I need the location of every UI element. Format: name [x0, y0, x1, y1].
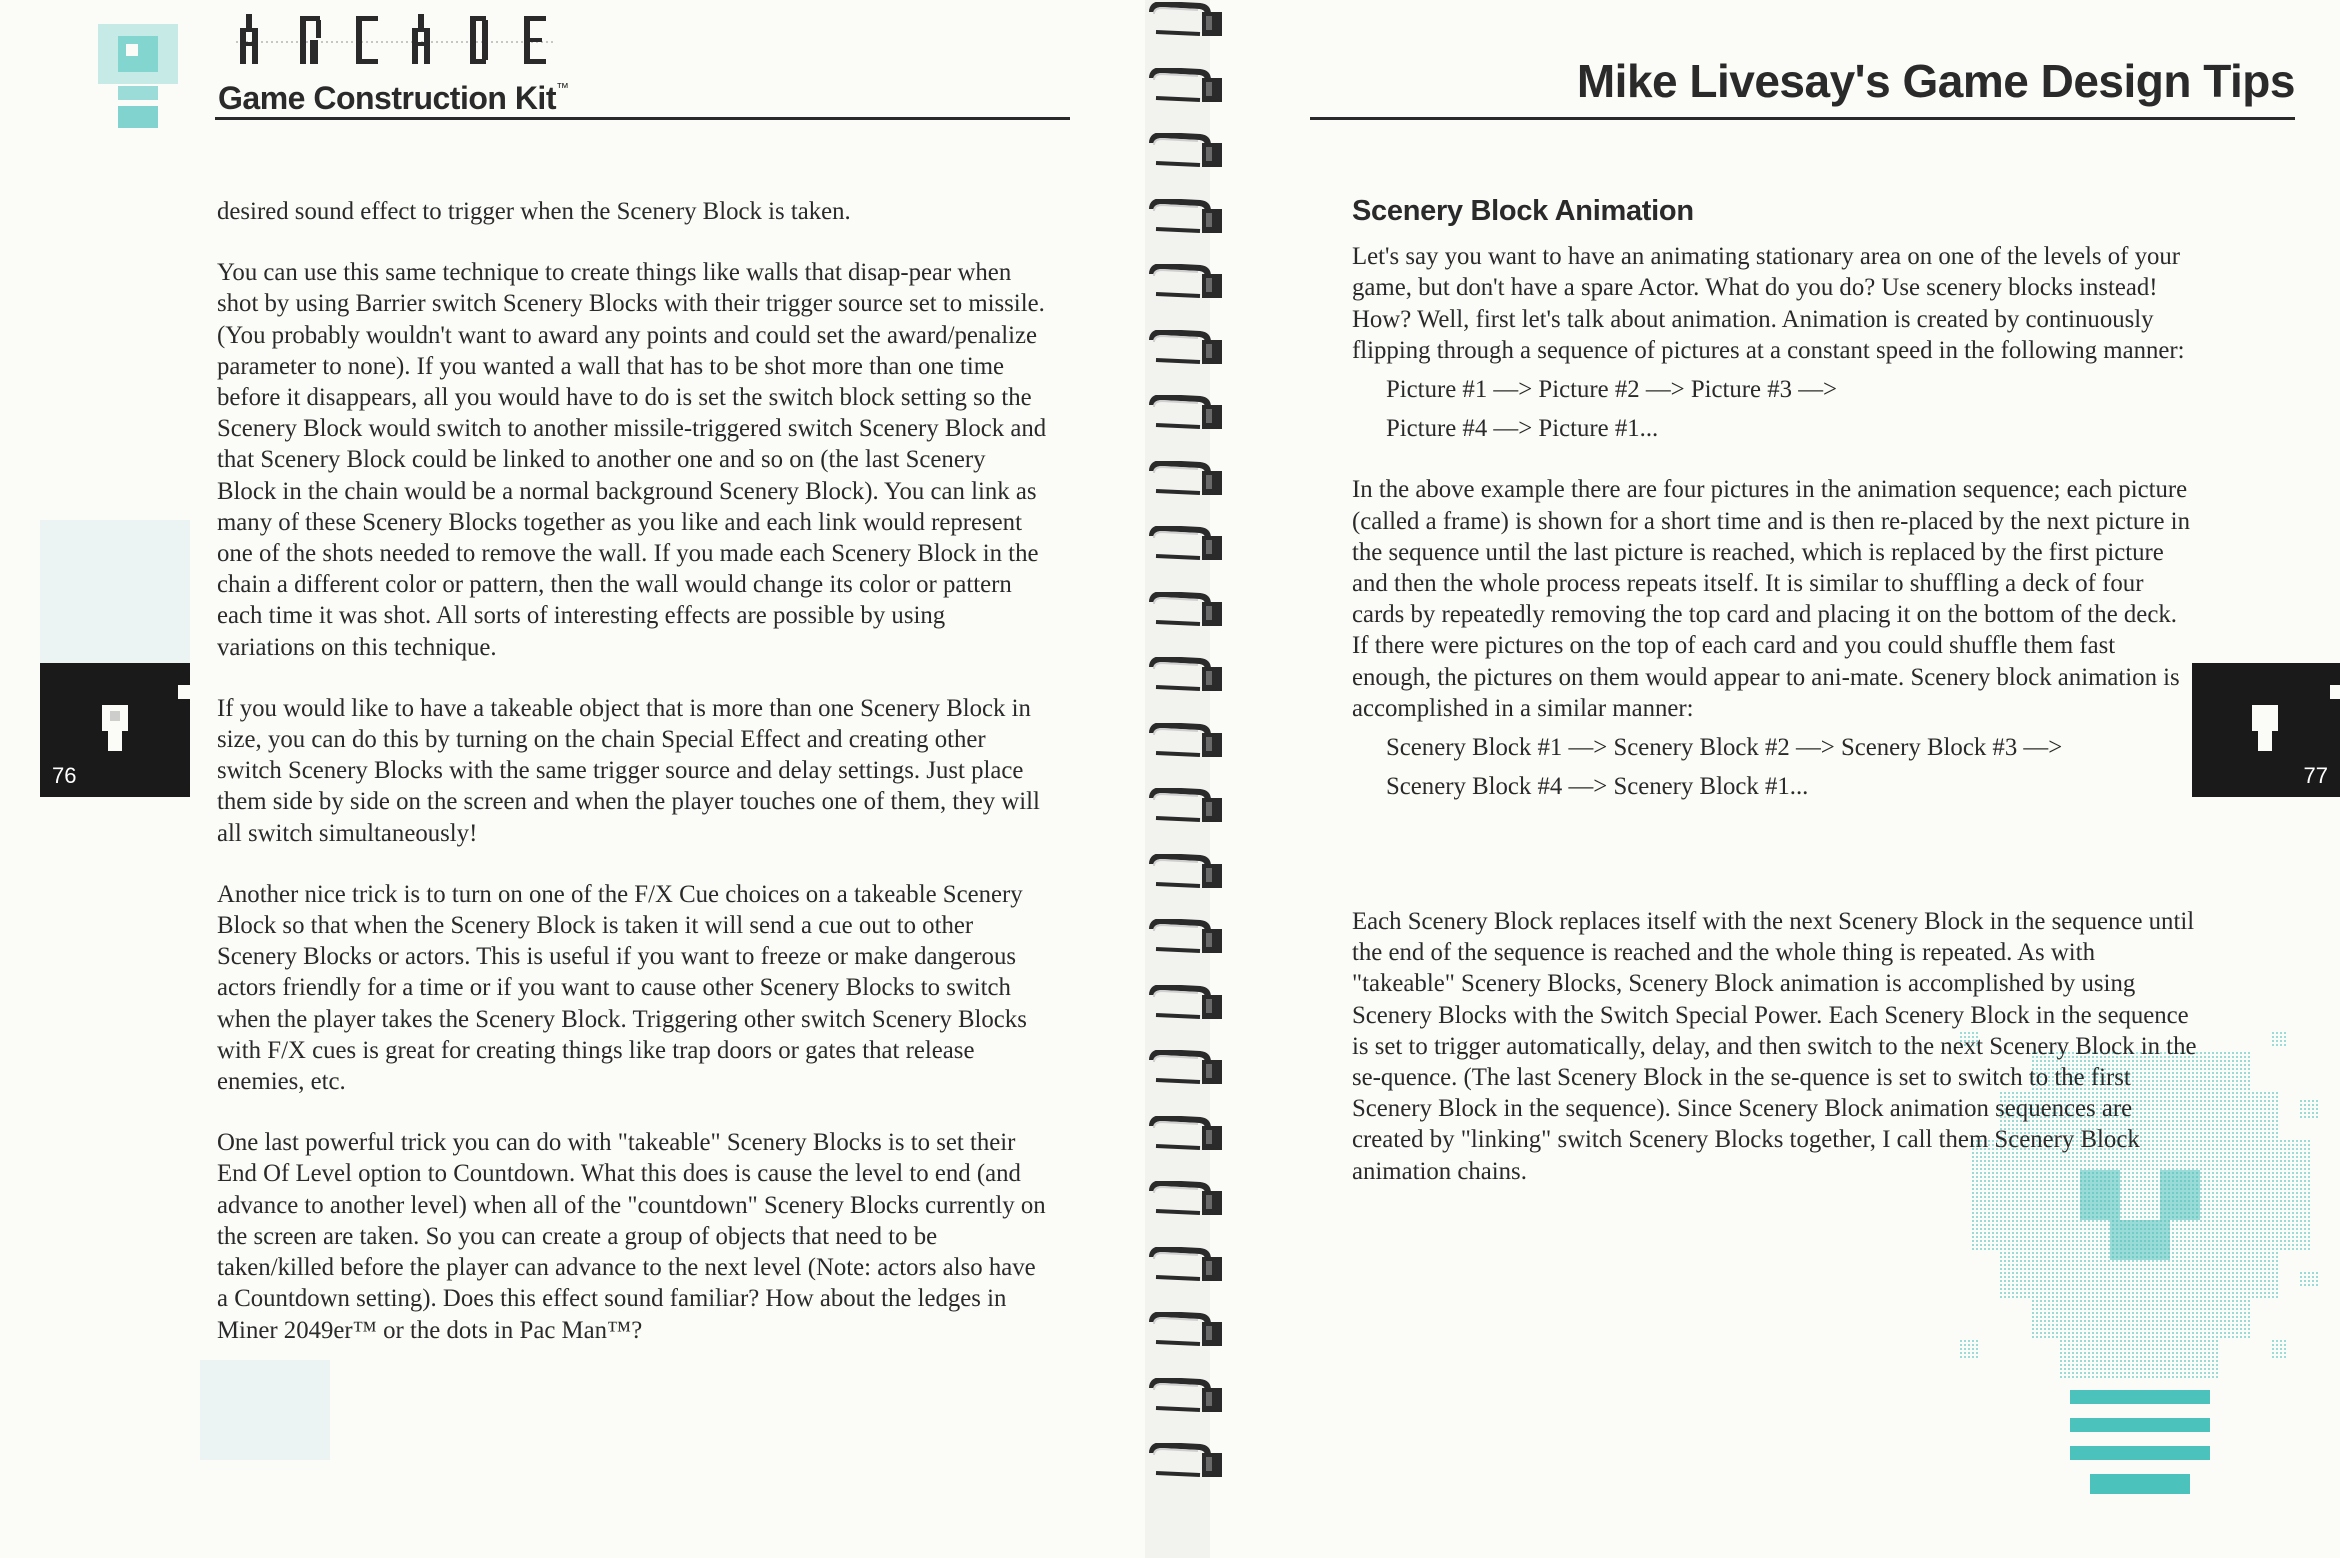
kit-title: Game Construction Kit™: [218, 80, 569, 116]
paragraph: Another nice trick is to turn on one of the F/X Cue choices on a takeable Scenery Block so that when the Scenery Block is taken it will send a cue out to other Scenery Blocks or actors. This is useful if you want to freeze or make dangerous actors friendly for a time or if you want to cause other Scenery Blocks to switch when the player takes the Scenery Block. Triggering other switch Scenery Blocks with F/X cues is great for creating things like trap doors or gates that release enemies, etc.: [217, 880, 1027, 1096]
page-number: 76: [52, 763, 77, 788]
arcade-wordmark-logo: [236, 6, 556, 70]
paragraph: In the above example there are four pictures in the animation sequence; each picture (called a frame) is shown for a short time and is then re-placed by the next picture in the sequence until the last picture is reached, which is replaced by the first picture and then the whole process repeats itself. It is similar to shuffling a deck of four cards by repeatedly removing the top card and placing it on the bottom of the deck. If there were pictures on the top of each card and you could shuffle them fast enough, the pictures on them would appear to ani-mate. Scenery block animation is accomplished in a similar manner:: [1352, 476, 2190, 722]
sequence-line: Scenery Block #1 —> Scenery Block #2 —> Scenery Block #3 —>: [1386, 734, 2063, 762]
right-body-text-lower: [1352, 906, 2202, 1187]
binding-coil: [1148, 985, 1226, 1027]
binding-coil: [1148, 1378, 1226, 1420]
paragraph: Each Scenery Block replaces itself with the next Scenery Block in the sequence until the end of the sequence is reached and the whole thing is repeated. As with "takeable" Scenery Blocks, Scenery Block animation is accomplished by using Scenery Blocks with the Switch Special Power. Each Scenery Block in the sequence is set to trigger automatically, delay, and then switch to the next Scenery Block in the se-quence. (The last Scenery Block in the se-quence is set to switch to the first Scenery Block in the sequence). Since Scenery Block animation sequences are created by "linking" switch Scenery Blocks together, I call them Scenery Block animation chains.: [1352, 908, 2197, 1185]
keyhole-icon: [2244, 705, 2288, 755]
sequence-line: Picture #1 —> Picture #2 —> Picture #3 —>: [1386, 376, 1838, 404]
sequence-line: Scenery Block #4 —> Scenery Block #1...: [1386, 773, 1809, 801]
binding-coil: [1148, 264, 1226, 306]
sequence-line: Picture #4 —> Picture #1...: [1386, 415, 1659, 443]
paragraph: desired sound effect to trigger when the Scenery Block is taken.: [217, 198, 851, 225]
keyhole-icon: [94, 705, 138, 755]
binding-coil: [1148, 723, 1226, 765]
header-rule: [215, 117, 1070, 120]
binding-coil: [1148, 2, 1226, 44]
binding-coil: [1148, 395, 1226, 437]
right-body-text: [1352, 196, 2197, 832]
binding-coil: [1148, 919, 1226, 961]
binding-coil: [1148, 133, 1226, 175]
binding-coil: [1148, 199, 1226, 241]
binding-coil: [1148, 1247, 1226, 1289]
binding-coil: [1148, 68, 1226, 110]
left-body-text: [217, 196, 1047, 1376]
binding-coil: [1148, 1312, 1226, 1354]
binding-coil: [1148, 788, 1226, 830]
binding-coil: [1148, 1050, 1226, 1092]
binding-coil: [1148, 592, 1226, 634]
header-rule: [1310, 117, 2295, 120]
left-page: [0, 0, 1145, 1558]
binding-coil: [1148, 1116, 1226, 1158]
binding-coil: [1148, 526, 1226, 568]
paragraph: If you would like to have a takeable object that is more than one Scenery Block in size, you can do this by turning on the chain Special Effect and creating other switch Scenery Blocks with the same trigger source and delay settings. Just place them side by side on the screen and when the player touches one of them, they will all switch simultaneously!: [217, 694, 1040, 847]
binding-coil: [1148, 854, 1226, 896]
gck-logo-icon: [88, 14, 188, 132]
binding-coil: [1148, 1181, 1226, 1223]
paragraph: Let's say you want to have an animating stationary area on one of the levels of your game, but don't have a spare Actor. What do you do? Use scenery blocks instead! How? Well, first let's talk about animation. Animation is created by continuously flipping through a sequence of pictures at a constant speed in the following manner:: [1352, 243, 2185, 364]
binding-coil: [1148, 461, 1226, 503]
binding-coil: [1148, 1443, 1226, 1485]
page-tab: [40, 663, 190, 797]
bleed-through-shape: [40, 520, 190, 670]
page-title: Mike Livesay's Game Design Tips: [1576, 55, 2295, 107]
right-page: [1210, 0, 2340, 1558]
page-number: 77: [2303, 763, 2328, 788]
paragraph: One last powerful trick you can do with "takeable" Scenery Blocks is to set their End Of Level option to Countdown. What this does is cause the level to end (and advance to another level) when all of the "countdown" Scenery Blocks currently on the screen are taken. So you can create a group of objects that need to be taken/killed before the player can advance to the next level (Note: actors also have a Countdown setting). Does this effect sound familiar? How about the ledges in Miner 2049er™ or the dots in Pac Man™?: [217, 1129, 1046, 1344]
binding-coil: [1148, 657, 1226, 699]
binding-coil: [1148, 330, 1226, 372]
page-tab: [2192, 663, 2340, 797]
paragraph: You can use this same technique to create things like walls that disap-pear when shot by using Barrier switch Scenery Blocks with their trigger source set to missile. (You probably wouldn't want to award any points and could set the award/penalize parameter to none). If you wanted a wall that has to be shot more than one time before it disappears, all you would have to do is set the switch block setting so the Scenery Block would switch to another missile-triggered switch Scenery Block and that Scenery Block could be linked to another one and so on (the last Scenery Block in the chain would be a normal background Scenery Block). You can link as many of these Scenery Blocks together as you like and each link would represent one of the shots needed to remove the wall. If you made each Scenery Block in the chain a different color or pattern, then the wall would change its color or pattern each time it was shot. All sorts of interesting effects are possible by using variations on this technique.: [217, 259, 1047, 661]
section-heading: Scenery Block Animation: [1352, 195, 1694, 227]
